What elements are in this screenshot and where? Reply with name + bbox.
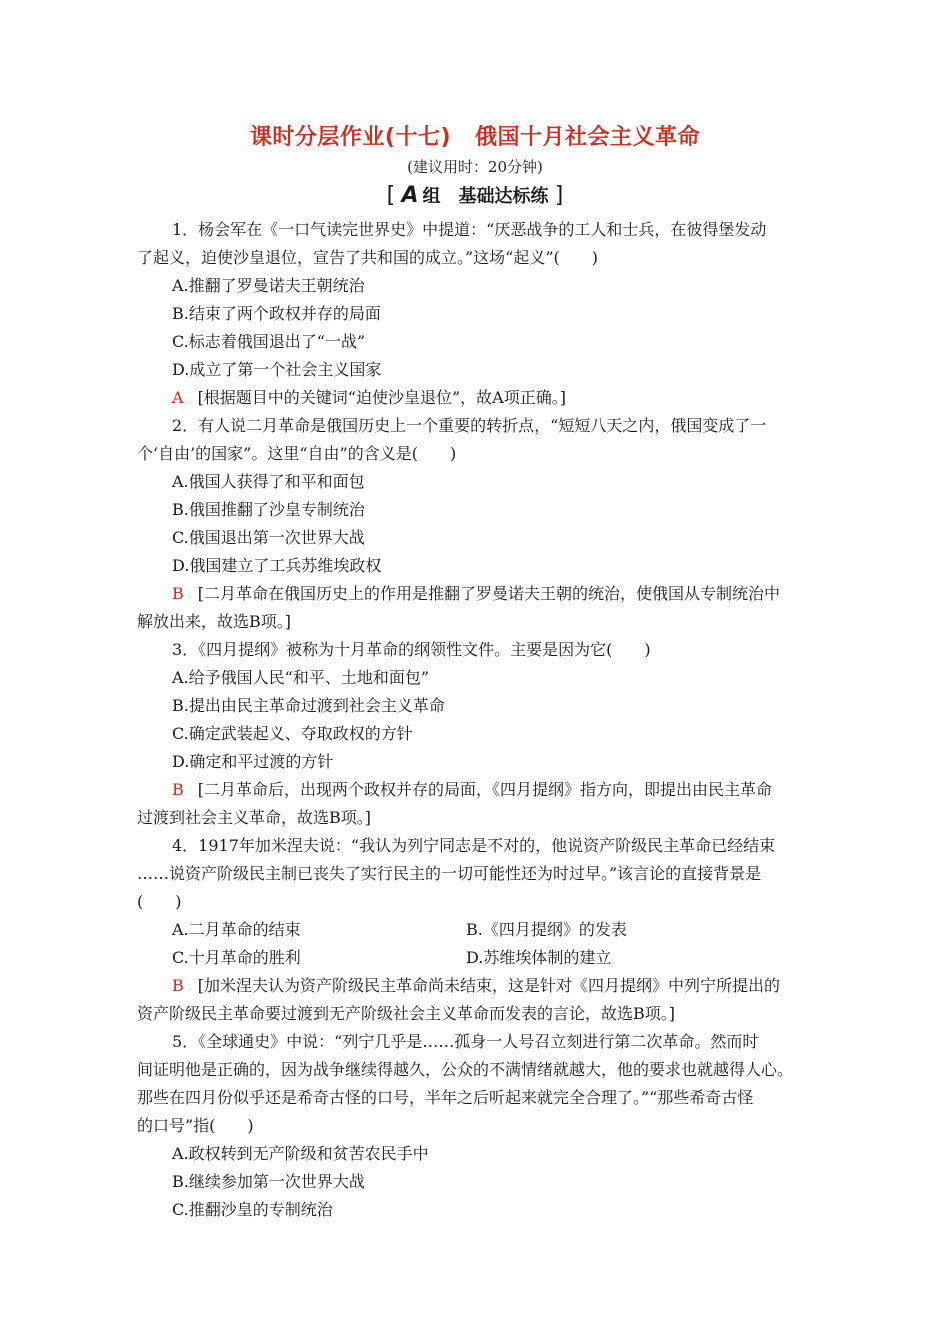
text-line — [0, 500, 950, 520]
answer-line — [0, 388, 950, 408]
text-line — [0, 304, 950, 324]
line-text: A.给予俄国人民“和平、土地和面包” — [172, 668, 430, 687]
line-text: C.确定武装起义、夺取政权的方针 — [172, 724, 413, 743]
section-heading — [0, 182, 950, 208]
line-text: D.成立了第一个社会主义国家 — [172, 360, 382, 379]
text-line — [0, 1200, 950, 1220]
option-right-column: B.《四月提纲》的发表 — [466, 920, 627, 939]
line-text: A.推翻了罗曼诺夫王朝统治 — [172, 276, 365, 295]
line-text: A.政权转到无产阶级和贫苦农民手中 — [172, 1144, 429, 1163]
line-text: D.确定和平过渡的方针 — [172, 752, 334, 771]
title-left: 课时分层作业(十七) — [249, 125, 452, 150]
line-text: C.推翻沙皇的专制统治 — [172, 1200, 333, 1219]
text-line — [0, 612, 950, 632]
line-text: ……说资产阶级民主制已丧失了实行民主的一切可能性还为时过早。”该言论的直接背景是 — [137, 864, 762, 883]
text-line — [0, 1004, 950, 1024]
text-line — [0, 276, 950, 296]
line-text: 资产阶级民主革命要过渡到无产阶级社会主义革命而发表的言论，故选B项。] — [137, 1004, 676, 1023]
answer-letter: B — [172, 976, 184, 995]
line-text: B.继续参加第一次世界大战 — [172, 1172, 365, 1191]
line-text: B.俄国推翻了沙皇专制统治 — [172, 500, 365, 519]
line-text: B.结束了两个政权并存的局面 — [172, 304, 381, 323]
text-line — [0, 220, 950, 240]
line-text: [二月革命在俄国历史上的作用是推翻了罗曼诺夫王朝的统治，使俄国从专制统治中 — [197, 584, 781, 603]
text-line — [0, 472, 950, 492]
title-right: 俄国十月社会主义革命 — [475, 125, 701, 150]
line-text: [二月革命后，出现两个政权并存的局面，《四月提纲》指方向，即提出由民主革命 — [197, 780, 773, 799]
text-line — [0, 1032, 950, 1052]
line-text: A.俄国人获得了和平和面包 — [172, 472, 365, 491]
text-line — [0, 640, 950, 660]
line-text: 1．杨会军在《一口气读完世界史》中提道：“厌恶战争的工人和士兵，在彼得堡发动 — [172, 220, 767, 239]
text-line — [0, 1172, 950, 1192]
text-line — [0, 248, 950, 268]
text-line — [0, 556, 950, 576]
line-text: A.二月革命的结束 — [172, 920, 301, 939]
line-text: 的口号”指( ) — [137, 1116, 254, 1135]
line-text: C.标志着俄国退出了“一战” — [172, 332, 366, 351]
line-text: B.提出由民主革命过渡到社会主义革命 — [172, 696, 445, 715]
answer-letter: B — [172, 780, 184, 799]
line-text: 个‘自由’的国家”。这里“自由”的含义是( ) — [137, 444, 457, 463]
line-text: 5．《全球通史》中说：“列宁几乎是……孤身一人号召立刻进行第二次革命。然而时 — [172, 1032, 759, 1051]
text-line — [0, 416, 950, 436]
text-line — [0, 528, 950, 548]
bracket-close: ] — [554, 183, 564, 208]
answer-line — [0, 976, 950, 996]
group-letter: A — [401, 183, 419, 208]
text-line — [0, 668, 950, 688]
line-text: 间证明他是正确的，因为战争继续得越久，公众的不满情绪就越大，他的要求也就越得人心。 — [137, 1060, 794, 1079]
text-line — [0, 948, 950, 968]
text-line — [0, 808, 950, 828]
suggested-time: (建议用时：20分钟) — [407, 158, 543, 176]
text-line — [0, 864, 950, 884]
text-line — [0, 696, 950, 716]
text-line — [0, 332, 950, 352]
line-text: C.十月革命的胜利 — [172, 948, 301, 967]
text-line — [0, 836, 950, 856]
text-line — [0, 1088, 950, 1108]
line-text: C.俄国退出第一次世界大战 — [172, 528, 365, 547]
text-line — [0, 752, 950, 772]
line-text: 4．1917年加米涅夫说：“我认为列宁同志是不对的，他说资产阶级民主革命已经结束 — [172, 836, 776, 855]
text-line — [0, 724, 950, 744]
text-line — [0, 1060, 950, 1080]
text-line — [0, 920, 950, 940]
text-line — [0, 444, 950, 464]
line-text: ( ) — [137, 892, 182, 911]
text-line — [0, 1144, 950, 1164]
group-label: 组 基础达标练 — [422, 186, 549, 207]
line-text: D.俄国建立了工兵苏维埃政权 — [172, 556, 382, 575]
answer-letter: A — [172, 388, 184, 407]
line-text: [加米涅夫认为资产阶级民主革命尚未结束，这是针对《四月提纲》中列宁所提出的 — [197, 976, 781, 995]
line-text: 那些在四月份似乎还是希奇古怪的口号，半年之后听起来就完全合理了。”“那些希奇古怪 — [137, 1088, 754, 1107]
text-line — [0, 1116, 950, 1136]
page-title — [0, 120, 950, 151]
text-line — [0, 360, 950, 380]
answer-letter: B — [172, 584, 184, 603]
line-text: [根据题目中的关键词“迫使沙皇退位”，故A项正确。] — [197, 388, 566, 407]
line-text: 了起义，迫使沙皇退位，宣告了共和国的成立。”这场“起义”( ) — [137, 248, 599, 267]
line-text: 解放出来，故选B项。] — [137, 612, 292, 631]
option-right-column: D.苏维埃体制的建立 — [466, 948, 612, 967]
answer-line — [0, 584, 950, 604]
line-text: 过渡到社会主义革命，故选B项。] — [137, 808, 372, 827]
bracket-open: [ — [386, 183, 396, 208]
answer-line — [0, 780, 950, 800]
line-text: 3．《四月提纲》被称为十月革命的纲领性文件。主要是因为它( ) — [172, 640, 651, 659]
text-line — [0, 892, 950, 912]
line-text: 2．有人说二月革命是俄国历史上一个重要的转折点，“短短八天之内，俄国变成了一 — [172, 416, 767, 435]
